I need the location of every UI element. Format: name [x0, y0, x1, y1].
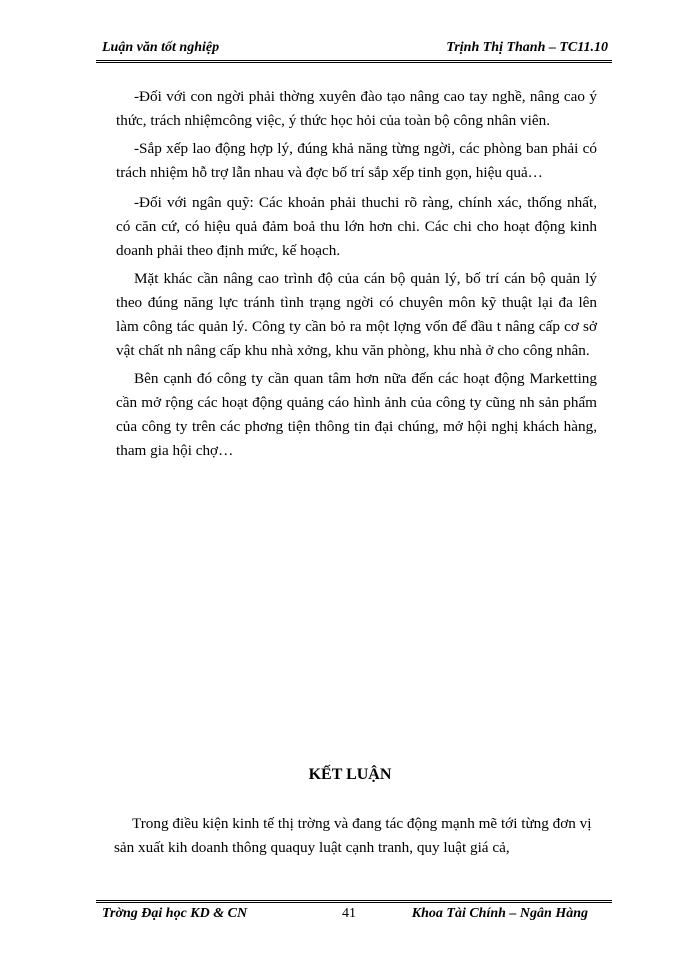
paragraph-marketing: Bên cạnh đó công ty cần quan tâm hơn nữa đến các hoạt động Marketting cần mở rộng các hoạt động quảng cáo hình ảnh của công ty cũng nh sản phẩm của công ty trên các phơng tiện thông tin đại chúng, mở hội nghị khách hàng, tham gia hội chợ…	[116, 370, 597, 459]
conclusion-heading: KẾT LUẬN	[308, 766, 392, 783]
conclusion-body	[114, 812, 614, 866]
footer-left-text: Trờng Đại học KD & CN	[102, 906, 248, 921]
header-left-text: Luận văn tốt nghiệp	[102, 40, 220, 55]
body-text	[116, 85, 597, 469]
footer-right-text: Khoa Tài Chính – Ngân Hàng	[411, 906, 588, 921]
page-header	[96, 36, 610, 60]
header-rule	[96, 60, 612, 63]
header-right-text: Trịnh Thị Thanh – TC11.10	[446, 40, 608, 55]
paragraph-labor-arrangement: -Sắp xếp lao động hợp lý, đúng khả năng từng ngời, các phòng ban phải có trách nhiệm hỗ trợ lẫn nhau và đợc bố trí sắp xếp tinh gọn, hiệu quả…	[116, 140, 597, 181]
paragraph-training: -Đối với con ngời phải thờng xuyên đào tạo nâng cao tay nghề, nâng cao ý thức, trách nhiệmcông việc, ý thức học hỏi của toàn bộ công nhân viên.	[116, 88, 597, 129]
page-number: 41	[342, 906, 356, 921]
paragraph-funds: -Đối với ngân quỹ: Các khoản phải thuchi rõ ràng, chính xác, thống nhất, có căn cứ, có hiệu quả đảm boả thu lớn hơn chi. Các chi cho hoạt động kinh doanh phải theo định mức, kế hoạch.	[116, 194, 597, 259]
paragraph-management: Mặt khác cần nâng cao trình độ của cán bộ quản lý, bố trí cán bộ quản lý theo đúng năng lực tránh tình trạng ngời có chuyên môn kỹ thuật lại đa lên làm công tác quản lý. Công ty cần bỏ ra một lợng vốn để đầu t nâng cấp cơ sở vật chất nh nâng cấp khu nhà xởng, khu văn phòng, khu nhà ở cho công nhân.	[116, 270, 597, 359]
footer-rule	[96, 900, 612, 903]
page-footer	[96, 904, 612, 926]
conclusion-paragraph: Trong điều kiện kinh tế thị trờng và đang tác động mạnh mẽ tới từng đơn vị sản xuất kih doanh thông quaquy luật cạnh tranh, quy luật giá cả,	[114, 815, 592, 856]
